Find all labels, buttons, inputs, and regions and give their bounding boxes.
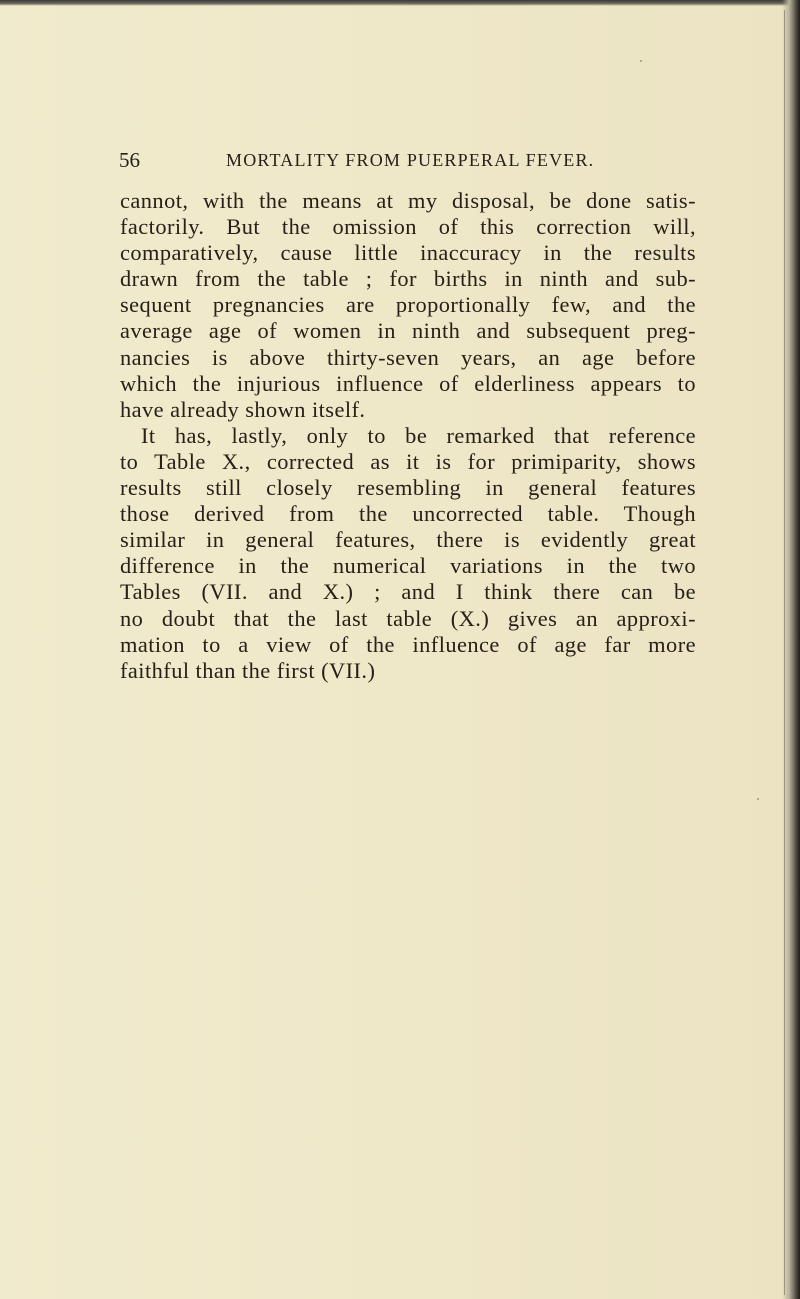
text-line: comparatively, cause little inaccuracy in the results [120, 240, 696, 266]
text-line: cannot, with the means at my disposal, be done satis- [120, 188, 696, 213]
text-line: It has, lastly, only to be remarked that reference [141, 422, 696, 448]
text-line: mation to a view of the influence of age far more [120, 631, 696, 657]
paragraph-1 [120, 188, 696, 423]
text-line: drawn from the table ; for births in ninth and sub- [120, 266, 696, 292]
page-top-edge [0, 0, 800, 6]
text-line: Tables (VII. and X.) ; and I think there can be [120, 579, 696, 605]
text-line: which the injurious influence of elderliness appears to [120, 370, 696, 396]
running-header [119, 148, 709, 172]
page-right-edge [782, 0, 800, 1299]
text-line: nancies is above thirty-seven years, an age before [120, 344, 696, 370]
text-line: factorily. But the omission of this correction will, [120, 214, 696, 240]
text-line: average age of women in ninth and subsequent preg- [120, 318, 696, 344]
page-number: 56 [119, 148, 140, 172]
text-line: to Table X., corrected as it is for primiparity, shows [120, 448, 696, 474]
text-line: sequent pregnancies are proportionally few, and the [120, 292, 696, 318]
text-line: difference in the numerical variations in the two [120, 553, 696, 579]
text-line: similar in general features, there is evidently great [120, 527, 696, 553]
text-line: have already shown itself. [120, 396, 366, 422]
text-line: faithful than the first (VII.) [120, 657, 376, 683]
paragraph-2 [120, 423, 696, 684]
running-title: MORTALITY FROM PUERPERAL FEVER. [226, 150, 595, 170]
paper-speck [640, 60, 642, 62]
text-line: no doubt that the last table (X.) gives an approxi- [120, 605, 696, 631]
text-line: results still closely resembling in general features [120, 475, 696, 501]
paper-speck [757, 798, 759, 800]
text-line: those derived from the uncorrected table. Though [120, 501, 696, 527]
body-text [120, 188, 696, 684]
